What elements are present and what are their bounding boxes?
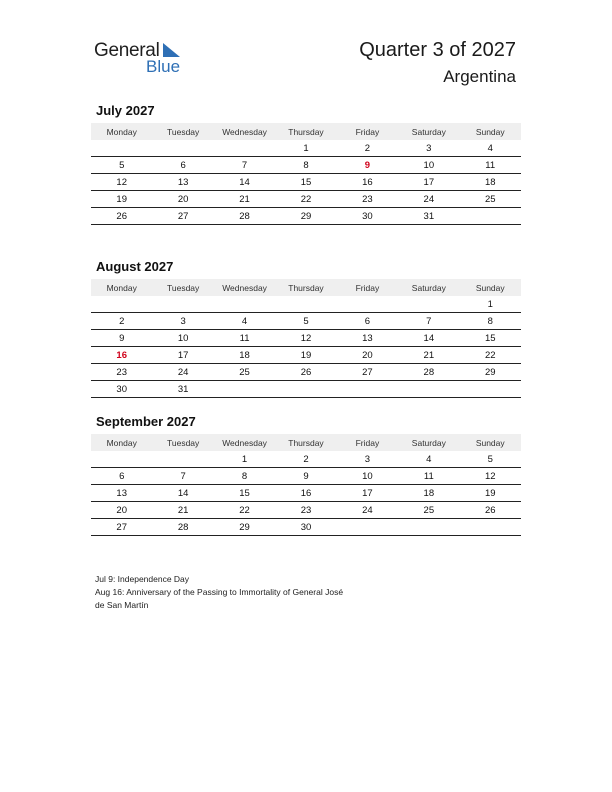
day-cell: 20 — [177, 193, 189, 205]
day-cell: 17 — [423, 176, 435, 188]
week-row — [91, 174, 521, 191]
weekday-label: Wednesday — [222, 437, 267, 448]
day-cell: 9 — [303, 470, 309, 482]
day-cell: 7 — [241, 159, 248, 171]
day-cell: 18 — [484, 176, 496, 188]
weekday-label: Friday — [355, 282, 380, 293]
week-row — [91, 330, 521, 347]
weekday-label: Saturday — [411, 126, 446, 137]
month-september — [91, 414, 521, 536]
day-cell: 7 — [180, 470, 186, 482]
weekday-label: Wednesday — [222, 126, 267, 137]
week-row — [91, 468, 521, 485]
day-cell: 21 — [423, 349, 435, 361]
day-cell: 30 — [362, 210, 373, 222]
day-cell: 16 — [362, 176, 373, 188]
day-cell: 25 — [484, 193, 496, 205]
day-cell: 31 — [177, 383, 189, 395]
month-title: September 2027 — [96, 414, 196, 429]
day-cell: 26 — [484, 504, 496, 516]
day-cell: 19 — [300, 349, 312, 361]
day-cell: 25 — [239, 366, 250, 378]
country-name: Argentina — [443, 67, 516, 86]
month-title: July 2027 — [96, 103, 155, 118]
day-cell: 24 — [362, 504, 373, 516]
weekday-label: Tuesday — [166, 282, 200, 293]
weekday-label: Sunday — [475, 437, 505, 448]
day-cell: 13 — [177, 176, 189, 188]
week-row — [91, 347, 521, 364]
day-cell: 16 — [300, 487, 312, 499]
brand-general-text: General — [94, 40, 160, 61]
day-cell: 21 — [177, 504, 189, 516]
day-cell: 26 — [300, 366, 312, 378]
week-row — [91, 364, 521, 381]
weekday-label: Monday — [106, 282, 137, 293]
day-cell: 3 — [364, 453, 371, 465]
brand-blue-text: Blue — [146, 57, 181, 76]
month-august — [91, 259, 521, 398]
day-cell: 23 — [362, 193, 373, 205]
day-cell: 30 — [300, 521, 312, 533]
day-cell: 3 — [426, 142, 432, 154]
weekday-label: Saturday — [411, 437, 446, 448]
day-cell: 6 — [119, 470, 125, 482]
note-line: Jul 9: Independence Day — [95, 574, 190, 584]
holiday-notes — [95, 573, 343, 612]
week-row — [91, 296, 521, 313]
day-cell: 18 — [423, 487, 435, 499]
day-cell: 3 — [180, 315, 186, 327]
day-cell: 2 — [119, 315, 125, 327]
week-row — [91, 313, 521, 330]
day-cell: 24 — [177, 366, 189, 378]
day-cell: 13 — [362, 332, 373, 344]
week-row — [91, 502, 521, 519]
day-cell: 11 — [485, 159, 496, 171]
day-cell: 29 — [239, 521, 250, 533]
day-cell: 28 — [177, 521, 189, 533]
day-cell: 1 — [241, 453, 248, 465]
day-cell: 18 — [239, 349, 250, 361]
weekday-label: Thursday — [288, 282, 324, 293]
day-cell: 8 — [241, 470, 248, 482]
month-title: August 2027 — [96, 259, 174, 274]
day-cell: 29 — [484, 366, 496, 378]
weekday-label: Wednesday — [222, 282, 267, 293]
day-cell: 2 — [303, 453, 309, 465]
day-cell: 19 — [116, 193, 127, 205]
day-cell: 27 — [116, 521, 127, 533]
day-cell: 22 — [300, 193, 312, 205]
day-cell: 29 — [300, 210, 312, 222]
day-cell: 13 — [116, 487, 127, 499]
weekday-label: Sunday — [475, 126, 505, 137]
day-cell: 5 — [487, 453, 493, 465]
day-cell: 30 — [116, 383, 127, 395]
weekday-label: Tuesday — [166, 437, 200, 448]
weekday-header — [91, 434, 521, 451]
day-cell: 20 — [116, 504, 127, 516]
weekday-label: Tuesday — [166, 126, 200, 137]
day-cell: 17 — [177, 349, 189, 361]
holiday-day-cell: 9 — [364, 159, 371, 171]
day-cell: 10 — [177, 332, 189, 344]
day-cell: 4 — [426, 453, 432, 465]
note-line: de San Martín — [95, 600, 149, 610]
day-cell: 22 — [239, 504, 250, 516]
weekday-label: Monday — [106, 126, 137, 137]
note-line: Aug 16: Anniversary of the Passing to Immortality of General José — [95, 587, 344, 597]
day-cell: 28 — [239, 210, 250, 222]
day-cell: 8 — [487, 315, 493, 327]
day-cell: 10 — [362, 470, 373, 482]
weekday-label: Sunday — [475, 282, 505, 293]
day-cell: 15 — [300, 176, 312, 188]
day-cell: 5 — [119, 159, 125, 171]
weekday-header — [91, 279, 521, 296]
month-july — [91, 103, 521, 225]
week-row — [91, 208, 521, 225]
day-cell: 12 — [484, 470, 496, 482]
week-row — [91, 519, 521, 536]
day-cell: 23 — [300, 504, 312, 516]
day-cell: 1 — [487, 298, 493, 310]
day-cell: 12 — [116, 176, 127, 188]
day-cell: 14 — [177, 487, 189, 499]
day-cell: 5 — [303, 315, 309, 327]
day-cell: 22 — [484, 349, 496, 361]
brand-logo — [94, 40, 194, 80]
day-cell: 6 — [180, 159, 186, 171]
day-cell: 9 — [119, 332, 125, 344]
day-cell: 20 — [362, 349, 373, 361]
week-row — [91, 381, 521, 398]
weekday-label: Saturday — [411, 282, 446, 293]
day-cell: 6 — [364, 315, 371, 327]
week-row — [91, 140, 521, 157]
day-cell: 21 — [239, 193, 250, 205]
week-row — [91, 157, 521, 174]
day-cell: 15 — [239, 487, 250, 499]
day-cell: 8 — [303, 159, 309, 171]
page-title: Quarter 3 of 2027 — [359, 39, 516, 61]
day-cell: 2 — [364, 142, 371, 154]
weekday-label: Friday — [355, 437, 380, 448]
day-cell: 24 — [423, 193, 435, 205]
day-cell: 27 — [177, 210, 189, 222]
day-cell: 14 — [239, 176, 250, 188]
weekday-header — [91, 123, 521, 140]
day-cell: 4 — [241, 315, 248, 327]
day-cell: 15 — [484, 332, 496, 344]
weekday-label: Thursday — [288, 126, 324, 137]
day-cell: 19 — [484, 487, 496, 499]
day-cell: 10 — [423, 159, 435, 171]
day-cell: 27 — [362, 366, 373, 378]
week-row — [91, 191, 521, 208]
day-cell: 17 — [362, 487, 373, 499]
week-row — [91, 451, 521, 468]
day-cell: 12 — [300, 332, 312, 344]
week-row — [91, 485, 521, 502]
day-cell: 31 — [423, 210, 435, 222]
day-cell: 14 — [423, 332, 435, 344]
day-cell: 25 — [423, 504, 435, 516]
day-cell: 28 — [423, 366, 435, 378]
weekday-label: Friday — [355, 126, 380, 137]
day-cell: 23 — [116, 366, 127, 378]
holiday-day-cell: 16 — [116, 349, 127, 361]
weekday-label: Thursday — [288, 437, 324, 448]
day-cell: 4 — [487, 142, 493, 154]
day-cell: 11 — [423, 470, 434, 482]
day-cell: 1 — [303, 142, 309, 154]
day-cell: 11 — [239, 332, 250, 344]
day-cell: 26 — [116, 210, 127, 222]
day-cell: 7 — [426, 315, 432, 327]
weekday-label: Monday — [106, 437, 137, 448]
